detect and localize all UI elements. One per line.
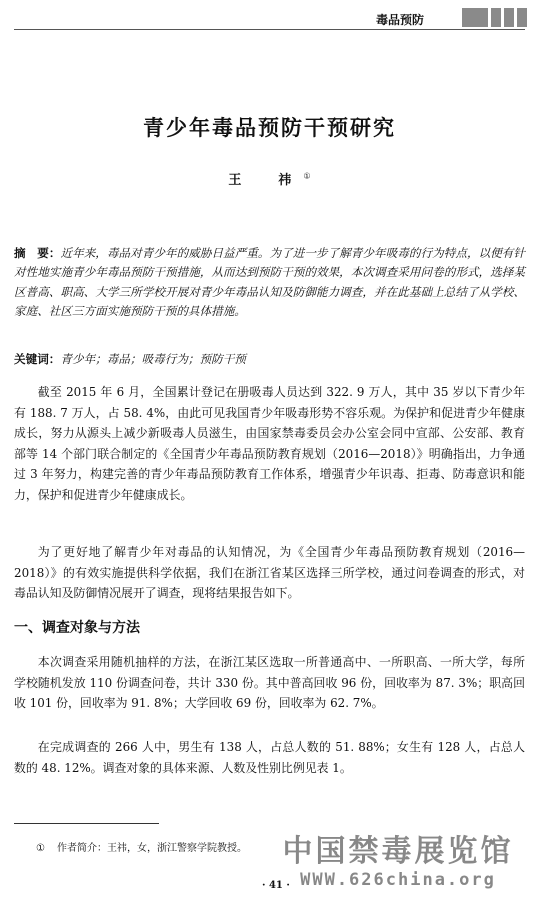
- article-author: [0, 169, 539, 188]
- section-heading: 一、调查对象与方法: [14, 620, 140, 636]
- footnote-text: 作者简介：王祎，女，浙江警察学院教授。: [56, 843, 247, 854]
- watermark: [268, 835, 528, 891]
- watermark-url: WWW.626china.org: [300, 870, 496, 890]
- header-rule: [14, 29, 525, 30]
- footnote-mark: ①: [36, 843, 45, 854]
- page-number: · 41 ·: [262, 880, 290, 891]
- section-paragraph-2: 在完成调查的 266 人中，男生有 138 人，占总人数的 51. 88%；女生有 128 人，占总人数的 48. 12%。调查对象的具体来源、人数及性别比例见表 1。: [14, 740, 525, 775]
- watermark-text: 中国禁毒展览馆: [282, 834, 514, 869]
- abstract-text: 近年来，毒品对青少年的威胁日益严重。为了进一步了解青少年吸毒的行为特点，以便有针对性地实施青少年毒品预防干预措施，从而达到预防干预的效果，本次调查采用问卷的形式，选择某区普高、职高、大学三所学校开展对青少年毒品认知及防御能力调查，并在此基础上总结了从学校、家庭、社区三方面实施预防干预的具体措施。: [14, 246, 525, 319]
- abstract: [14, 244, 525, 322]
- keywords: [14, 350, 525, 369]
- article-title: 青少年毒品预防干预研究: [143, 115, 396, 140]
- section-paragraph-1: 本次调查采用随机抽样的方法，在浙江某区选取一所普通高中、一所职高、一所大学，每所学校随机发放 110 份调查问卷，共计 330 份。其中普高回收 96 份，回收率为 87. 3%；职高回收 101 份，回收率为 91. 8%；大学回收 69 份，回收率为 62. 7%。: [14, 655, 525, 710]
- header-decoration: [462, 8, 527, 27]
- intro-paragraph-2: 为了更好地了解青少年对毒品的认知情况，为《全国青少年毒品预防教育规划（2016—2018）》的有效实施提供科学依据，我们在浙江省某区选择三所学校，通过问卷调查的形式，对毒品认知及防御情况展开了调查，现将结果报告如下。: [14, 545, 525, 600]
- author-name: 王 祎: [228, 173, 304, 188]
- abstract-label: 摘 要：: [14, 246, 61, 260]
- keywords-text: 青少年；毒品；吸毒行为；预防干预: [60, 352, 246, 366]
- keywords-label: 关键词：: [14, 352, 61, 366]
- author-note-mark: ①: [303, 171, 311, 181]
- intro-paragraph-1: 截至 2015 年 6 月，全国累计登记在册吸毒人员达到 322. 9 万人，其中 35 岁以下青少年有 188. 7 万人，占 58. 4%，由此可见我国青少年吸毒形势不容乐观。为保护和促进青少年健康成长，努力从源头上减少新吸毒人员滋生，由国家禁毒委员会办公室会同中宣部、公安部、教育部等 14 个部门联合制定的《全国青少年毒品预防教育规划（2016—2018）》明确指出，力争通过 3 年努力，构建完善的青少年毒品预防教育工作体系，增强青少年识毒、拒毒、防毒意识和能力，保护和促进青少年健康成长。: [14, 385, 525, 502]
- footnote: [36, 839, 247, 854]
- header-section-label: 毒品预防: [376, 13, 425, 27]
- footnote-rule: [14, 823, 159, 824]
